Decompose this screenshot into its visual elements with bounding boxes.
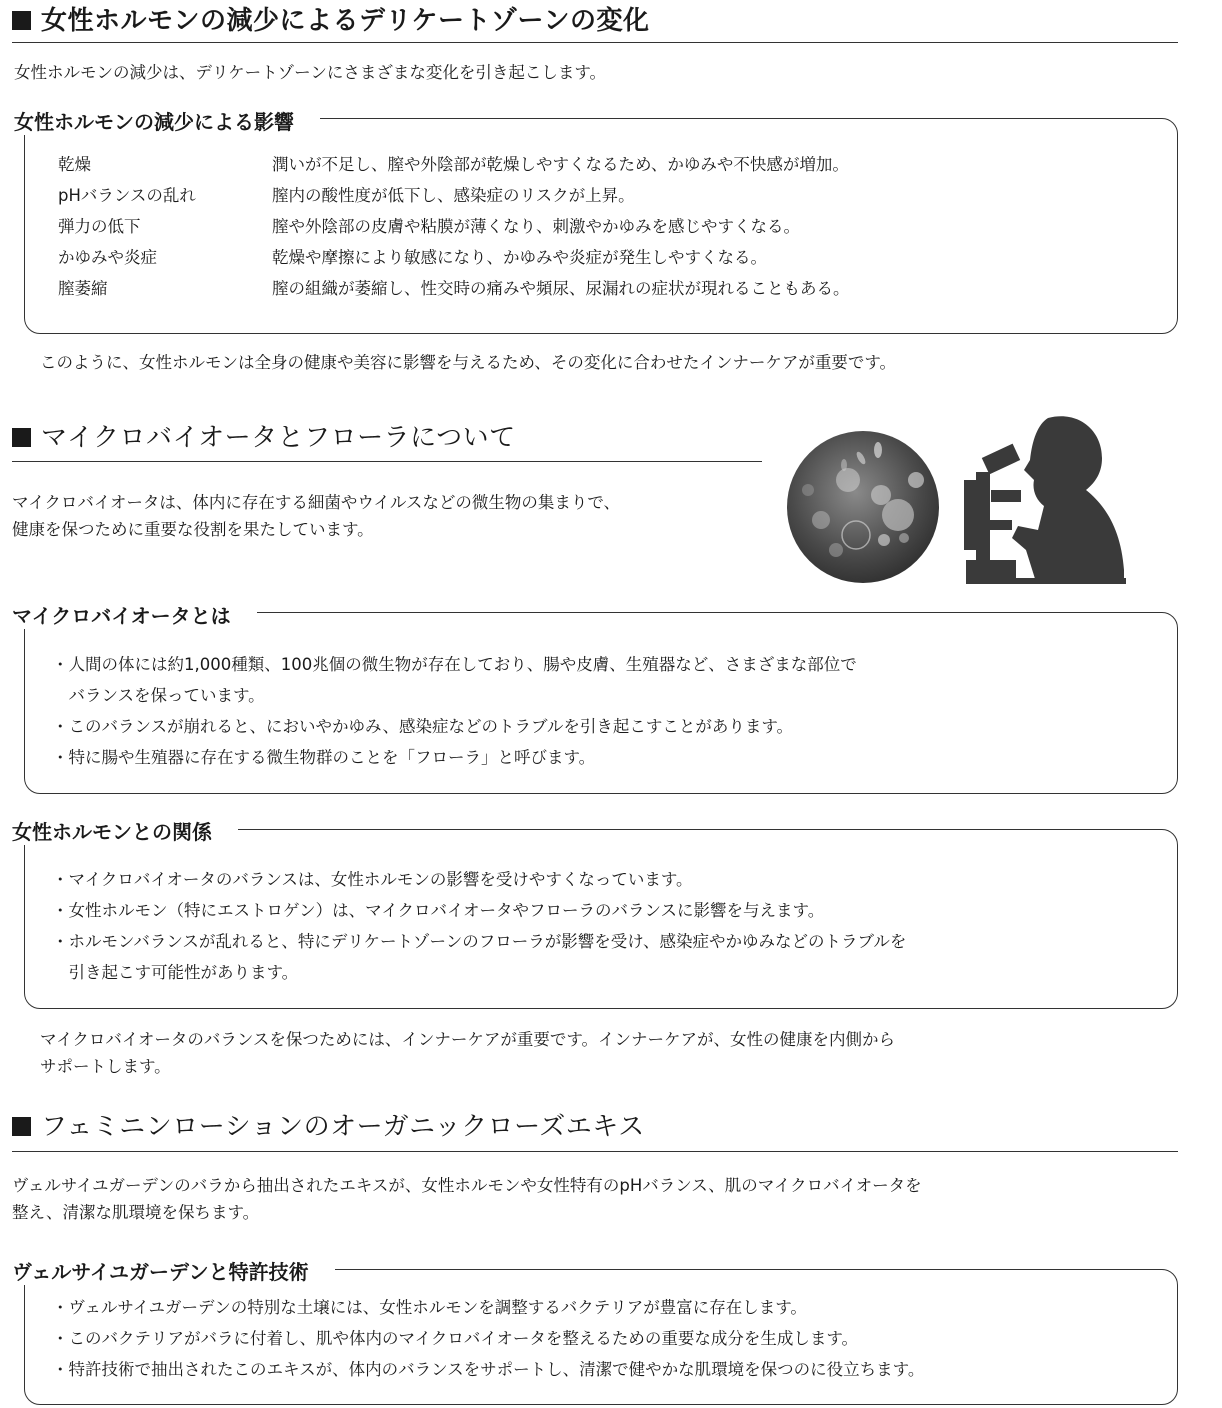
effect-desc: 乾燥や摩擦により敏感になり、かゆみや炎症が発生しやすくなる。 [272,248,767,267]
patent-list [52,1292,924,1385]
effect-row [58,242,850,273]
effect-term: 膣萎縮 [58,279,108,298]
section3-title: フェミニンローションのオーガニックローズエキス [12,1106,645,1143]
list-item: ・ホルモンバランスが乱れると、特にデリケートゾーンのフローラが影響を受け、感染症やかゆみなどのトラブルを [52,932,907,951]
hormone-relation-list [52,864,906,988]
list-item: ・ヴェルサイユガーデンの特別な土壌には、女性ホルモンを調整するバクテリアが豊富に存在します。 [52,1298,807,1317]
list-item: ・人間の体には約1,000種類、100兆個の微生物が存在しており、腸や皮膚、生殖器など、さまざまな部位で [52,655,857,674]
section2-conclusion: マイクロバイオータのバランスを保つためには、インナーケアが重要です。インナーケアが、女性の健康を内側から サポートします。 [40,1030,896,1076]
list-item: ・特許技術で抽出されたこのエキスが、体内のバランスをサポートし、清潔で健やかな肌環境を保つのに役立ちます。 [52,1360,925,1379]
section1-rule [12,42,1178,43]
list-item: ・マイクロバイオータのバランスは、女性ホルモンの影響を受けやすくなっています。 [52,870,693,889]
effect-row [58,149,850,180]
effect-term: 弾力の低下 [58,217,141,236]
effect-desc: 膣内の酸性度が低下し、感染症のリスクが上昇。 [272,186,635,205]
hormone-relation-subheading: 女性ホルモンとの関係 [12,816,238,845]
scientist-silhouette-icon [964,416,1126,584]
list-item: ・このバランスが崩れると、においやかゆみ、感染症などのトラブルを引き起こすことがあります。 [52,717,794,736]
square-bullet-icon [12,11,31,30]
square-bullet-icon [12,1117,31,1136]
effect-desc: 潤いが不足し、膣や外陰部が乾燥しやすくなるため、かゆみや不快感が増加。 [272,155,849,174]
effect-desc: 膣や外陰部の皮膚や粘膜が薄くなり、刺激やかゆみを感じやすくなる。 [272,217,800,236]
microbiota-subheading: マイクロバイオータとは [12,600,257,629]
list-item: ・特に腸や生殖器に存在する微生物群のことを「フローラ」と呼びます。 [52,748,596,767]
square-bullet-icon [12,428,31,447]
section1-conclusion: このように、女性ホルモンは全身の健康や美容に影響を与えるため、その変化に合わせたインナーケアが重要です。 [40,353,897,372]
microbiota-list [52,649,857,773]
list-item: 引き起こす可能性があります。 [52,963,299,982]
microscope-illustration [786,410,1186,590]
effect-term: pHバランスの乱れ [58,186,196,205]
section1-title: 女性ホルモンの減少によるデリケートゾーンの変化 [12,0,649,37]
section1-intro: 女性ホルモンの減少は、デリケートゾーンにさまざまな変化を引き起こします。 [14,63,607,82]
effect-term: 乾燥 [58,155,91,174]
effect-row [58,273,850,304]
section2-rule [12,461,762,462]
effect-desc: 膣の組織が萎縮し、性交時の痛みや頻尿、尿漏れの症状が現れることもある。 [272,279,850,298]
effect-row [58,180,850,211]
list-item: ・このバクテリアがバラに付着し、肌や体内のマイクロバイオータを整えるための重要な成分を生成します。 [52,1329,859,1348]
effect-row [58,211,850,242]
effect-term: かゆみや炎症 [58,248,157,267]
section2-intro: マイクロバイオータは、体内に存在する細菌やウイルスなどの微生物の集まりで、 健康を保つために重要な役割を果たしています。 [12,493,621,539]
section3-intro: ヴェルサイユガーデンのバラから抽出されたエキスが、女性ホルモンや女性特有のpHバランス、肌のマイクロバイオータを 整え、清潔な肌環境を保ちます。 [12,1176,922,1222]
section3-rule [12,1151,1178,1152]
effects-subheading: 女性ホルモンの減少による影響 [14,106,320,135]
microbe-circle-icon [787,431,939,583]
list-item: バランスを保っています。 [52,686,265,705]
effects-table [58,149,850,304]
list-item: ・女性ホルモン（特にエストロゲン）は、マイクロバイオータやフローラのバランスに影響を与えます。 [52,901,825,920]
section2-title: マイクロバイオータとフローラについて [12,417,516,454]
patent-subheading: ヴェルサイユガーデンと特許技術 [12,1256,335,1285]
